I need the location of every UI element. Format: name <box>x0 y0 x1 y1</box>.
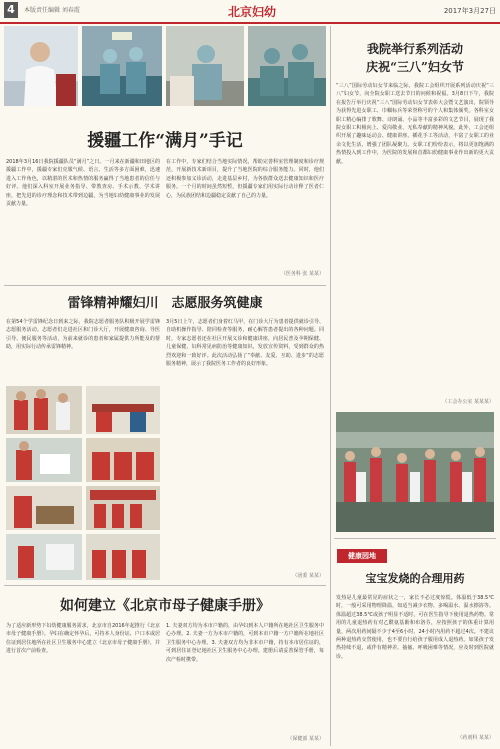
section-tag: 健康园地 <box>337 549 387 563</box>
article-byline: （工会办公室 某某某） <box>442 399 494 405</box>
photo-operating-room <box>248 26 326 106</box>
headline-sanba-line1: 我院举行系列活动 <box>366 42 463 56</box>
article-body: 发热是儿童最常见的症状之一，家长不必过度惊慌。体温低于38.5℃时，一般可采用物理降温，如适当减少衣物、多喝温水、温水擦浴等。体温超过38.5℃或孩子明显不适时，可在医生指导下使用退热药物。常用的儿童退热药有对乙酰氨基酚和布洛芬，应按照孩子的体重计算用量，两次用药间隔不少于4至6小时，24小时内用药不超过4次。不建议两种退热药交替使用，也不要自行给孩子服用成人退热药。如果孩子发热持续不退，或伴有精神差、抽搐、呼吸困难等情况，应及时到医院就诊。 <box>336 595 494 660</box>
page-header <box>0 0 500 24</box>
article-body-col: 3月5日上午，志愿者们身着红马甲，在门诊大厅为患者提供就诊引导、自助机操作指导、陪同检查等服务，耐心解答患者提出的各种问题。同时，专家志愿者还在社区开展义诊和健康讲座，向居民普及孕期保健、儿童保健、妇科常见病防治等健康知识，发放宣传资料，受到群众的热烈欢迎和一致好评。此次活动弘扬了“奉献、友爱、互助、进步”的志愿服务精神，展示了我院医务工作者的良好形象。 <box>166 319 324 368</box>
issue-date: 2017年3月27日 <box>443 7 496 15</box>
photo-doctor-portrait <box>4 26 78 106</box>
photo-volunteers <box>6 386 82 434</box>
section-rule <box>4 585 326 586</box>
headline-medication: 宝宝发烧的合理用药 <box>365 572 465 585</box>
headline-handbook: 如何建立《北京市母子健康手册》 <box>60 598 270 614</box>
photo-surgery <box>82 26 162 106</box>
article-body-col: 在第54个学雷锋纪念日到来之际，我院志愿者服务队积极开展学雷锋志愿服务活动。志愿者们走进社区和门诊大厅，开展健康咨询、导医引导、便民服务等活动，为前来就诊的患者和家属提供力所能及的帮助，用实际行动传承雷锋精神。 <box>6 319 160 351</box>
page-number: 4 <box>4 2 18 18</box>
photo-volunteers <box>86 486 160 530</box>
article-body-col: 在工作中，专家们结合当地实际情况，帮助完善科室管理制度和诊疗规范，开展新技术新项目，提升了当地医院的综合服务能力。同时，他们还积极参加义诊活动，走进基层乡村，为各族群众送去健康知识和医疗服务。一个月的时间虽然短暂，但援疆专家们用实际行动诠释了医者仁心，为民族团结和边疆稳定贡献了自己的力量。 <box>166 159 324 199</box>
photo-womens-day-event <box>336 412 494 532</box>
photo-examination <box>166 26 244 106</box>
article-byline: （药剂科 某某） <box>457 735 494 741</box>
photo-volunteers <box>86 438 160 482</box>
article-byline: （团委 某某） <box>292 573 324 579</box>
article-body-col: 2018年3月16日我院援疆队员“满月”之日。一月来在新疆和田地区的援疆工作中，援疆专家们克服气候、语言、生活等多方面困难，迅速进入工作角色，以精湛的医术和热情的服务赢得了当地患者的信任与好评。他们深入科室开展业务指导、带教查房、手术示教、学术讲座，把先进的诊疗理念和技术带到边疆，为当地妇幼健康事业的发展贡献力量。 <box>6 159 160 208</box>
article-body-col: 为了适应新形势下妇幼健康服务需求，北京市自2016年起推行《北京市母子健康手册》。孕妇在确定怀孕后，可持本人身份证、户口本或居住证到居住地所在社区卫生服务中心建立《北京市母子健康手册》，并进行首次产前检查。 <box>6 623 160 655</box>
masthead: 北京妇幼 <box>228 5 277 19</box>
photo-volunteers <box>86 386 160 434</box>
section-rule <box>4 285 326 286</box>
article-byline: （医务科 张 某某） <box>280 271 324 277</box>
headline-leifeng: 雷锋精神耀妇川 志愿服务筑健康 <box>67 296 263 311</box>
photo-volunteers <box>6 534 82 580</box>
headline-sanba-line2: 庆祝“三八”妇女节 <box>366 60 464 74</box>
article-byline: （保健部 某某） <box>287 736 324 742</box>
article-body-col: 1. 夫妻双方均为本市户籍的，由孕妇到本人户籍所在地社区卫生服务中心办理。2. 夫妻一方为本市户籍的，可到本市户籍一方户籍所在地社区卫生服务中心办理。3. 夫妻双方均为非本市户籍，持有本市居住证的，可到居住证登记地社区卫生服务中心办理。建册后请妥善保管手册，每次产检时携带。 <box>166 623 324 663</box>
section-label: 本版责任编辑 刘春霞 <box>24 7 80 14</box>
headline-aid-xinjiang: 援疆工作“满月”手记 <box>87 131 243 151</box>
photo-volunteers <box>86 534 160 580</box>
article-body: “三八”国际劳动妇女节来临之际，我院工会组织开展系列活动庆祝“三八”妇女节，向全院女职工送去节日的问候和祝福。3月8日下午，我院在报告厅举行庆祝“三八”国际劳动妇女节表彰大会暨文艺演出，院领导为获得先进女职工、巾帼标兵等荣誉称号的个人和集体颁奖。各科室女职工精心编排了歌舞、诗朗诵、小品等丰富多彩的文艺节目，展现了我院女职工积极向上、爱岗敬业、无私奉献的精神风貌。此外，工会还组织开展了趣味运动会、健康讲座、插花手工等活动，丰富了女职工的业余文化生活，增强了团队凝聚力。女职工们纷纷表示，将以更加饱满的热情投入到工作中，为医院的发展和首都妇幼健康事业作出新的更大贡献。 <box>336 83 494 165</box>
photo-volunteers <box>6 438 82 482</box>
section-rule <box>334 538 496 539</box>
photo-volunteers <box>6 486 82 530</box>
column-rule <box>330 26 331 746</box>
